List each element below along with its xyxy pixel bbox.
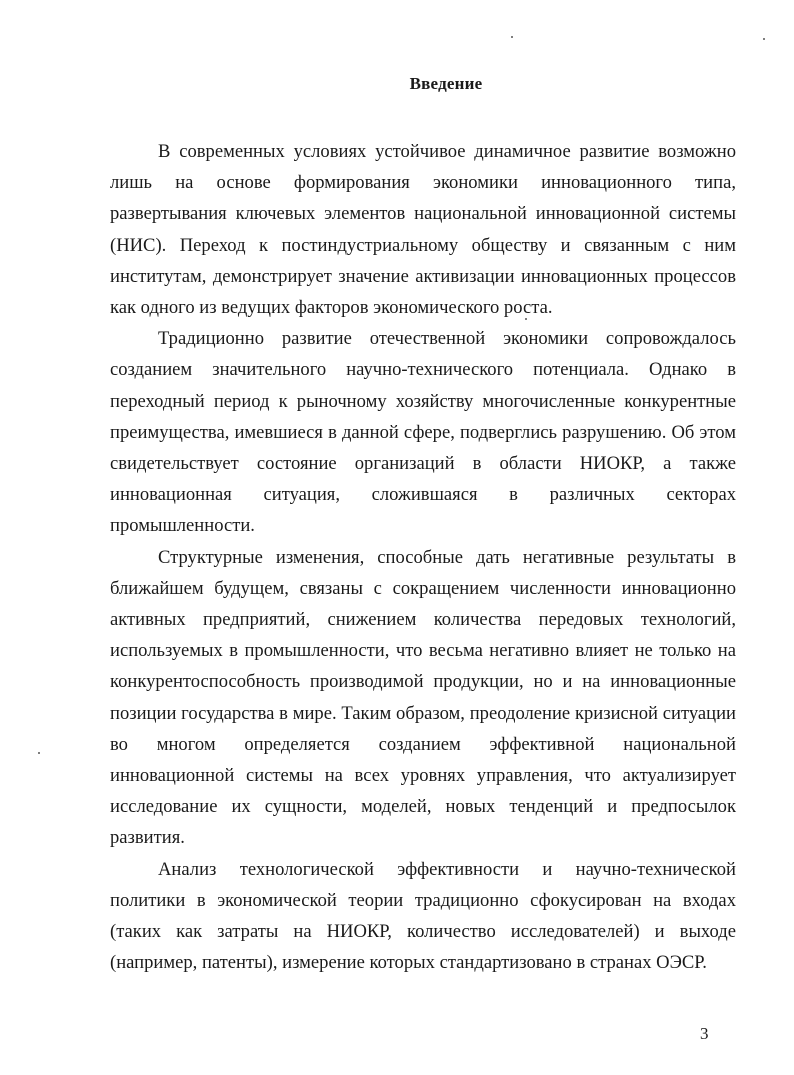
page-number: 3 xyxy=(700,1024,709,1043)
scan-speck xyxy=(763,38,765,40)
paragraph-2: Традиционно развитие отечественной экономики сопровождалось созданием значительного научно-технического потенциала. Однако в переходный период к рыночному хозяйству многочисленные конкурентные преимущества, имевшиеся в данной сфере, подверглись разрушению. Об этом свидетельствует состояние организаций в области НИОКР, а также инновационная ситуация, сложившаяся в различных секторах промышленности. xyxy=(110,328,736,537)
scan-speck xyxy=(525,318,527,320)
paragraph-4: Анализ технологической эффективности и научно-технической политики в экономической теории традиционно сфокусирован на входах (таких как затраты на НИОКР, количество исследователей) и выходе (например, патенты), измерение которых стандартизовано в странах ОЭСР. xyxy=(110,858,736,974)
scan-speck xyxy=(511,36,513,38)
scan-speck xyxy=(38,752,40,754)
paragraph-1: В современных условиях устойчивое динамичное развитие возможно лишь на основе формирования экономики инновационного типа, развертывания ключевых элементов национальной инновационной системы (НИС). Переход к постиндустриальному обществу и связанным с ним институтам, демонстрирует значение активизации инновационных процессов как одного из ведущих факторов экономического роста. xyxy=(110,141,736,319)
page-title: Введение xyxy=(409,74,483,93)
paragraph-3: Структурные изменения, способные дать негативные результаты в ближайшем будущем, связаны с сокращением численности инновационно активных предприятий, снижением количества передовых технологий, используемых в промышленности, что весьма негативно влияет не только на конкурентоспособность производимой продукции, но и на инновационные позиции государства в мире. Таким образом, преодоление кризисной ситуации во многом определяется созданием эффективной национальной инновационной системы на всех уровнях управления, что актуализирует исследование их сущности, моделей, новых тенденций и предпосылок развития. xyxy=(110,546,736,849)
body-text xyxy=(110,136,736,978)
